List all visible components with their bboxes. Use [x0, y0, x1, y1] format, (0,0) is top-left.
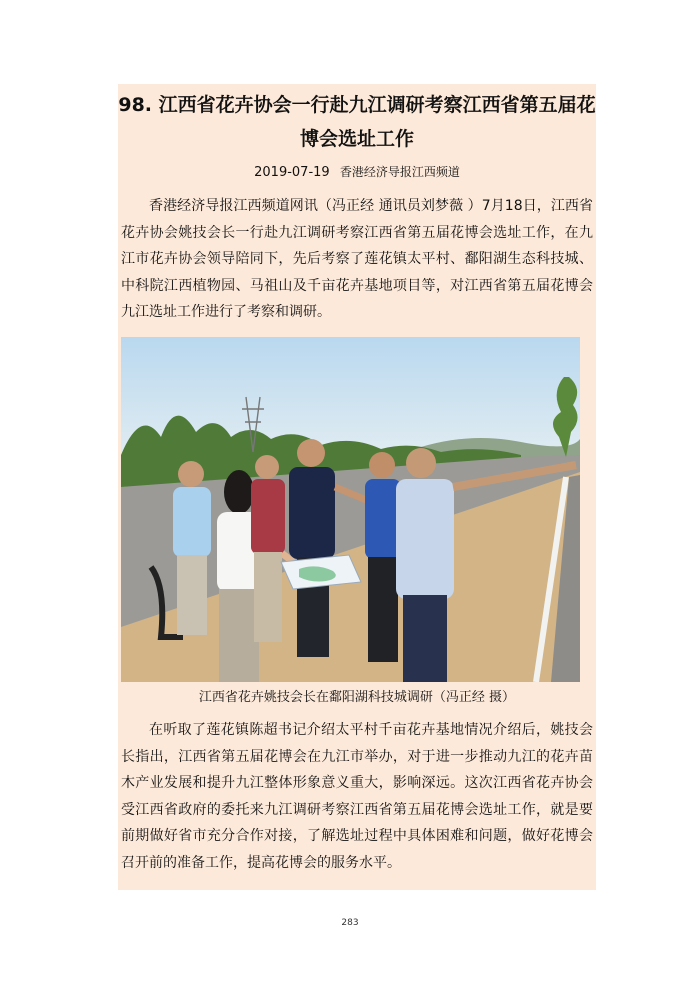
photo-caption: 江西省花卉姚技会长在鄱阳湖科技城调研（冯正经 摄） — [198, 690, 516, 705]
article-meta — [118, 162, 596, 183]
article-paragraph-2: 在听取了莲花镇陈超书记介绍太平村千亩花卉基地情况介绍后，姚技会长指出，江西省第五届花博会在九江市举办，对于进一步推动九江的花卉苗木产业发展和提升九江整体形象意义重大，影响深远。这次江西省花卉协会受江西省政府的委托来九江调研考察江西省第五届花博会选址工作，就是要前期做好省市充分合作对接，了解选址过程中具体困难和问题，做好花博会召开前的准备工作，提高花博会的服务水平。 — [121, 722, 593, 871]
page-number: 283 — [341, 918, 359, 928]
publish-date: 2019-07-19 — [254, 165, 330, 180]
news-source: 香港经济导报江西频道 — [339, 165, 460, 179]
article-paragraph-1: 香港经济导报江西频道网讯（冯正经 通讯员刘梦薇 ）7月18日，江西省花卉协会姚技会长一行赴九江调研考察江西省第五届花博会选址工作，在九江市花卉协会领导陪同下，先后考察了莲花镇太平村、鄱阳湖生态科技城、中科院江西植物园、马祖山及千亩花卉基地项目等，对江西省第五届花博会九江选址工作进行了考察和调研。 — [121, 198, 593, 320]
article-title: 98. 江西省花卉协会一行赴九江调研考察江西省第五届花博会选址工作 — [118, 94, 596, 150]
person-3 — [251, 455, 285, 642]
person-5 — [365, 452, 401, 662]
photo-illustration — [121, 337, 580, 682]
field-survey-photo — [121, 337, 580, 682]
